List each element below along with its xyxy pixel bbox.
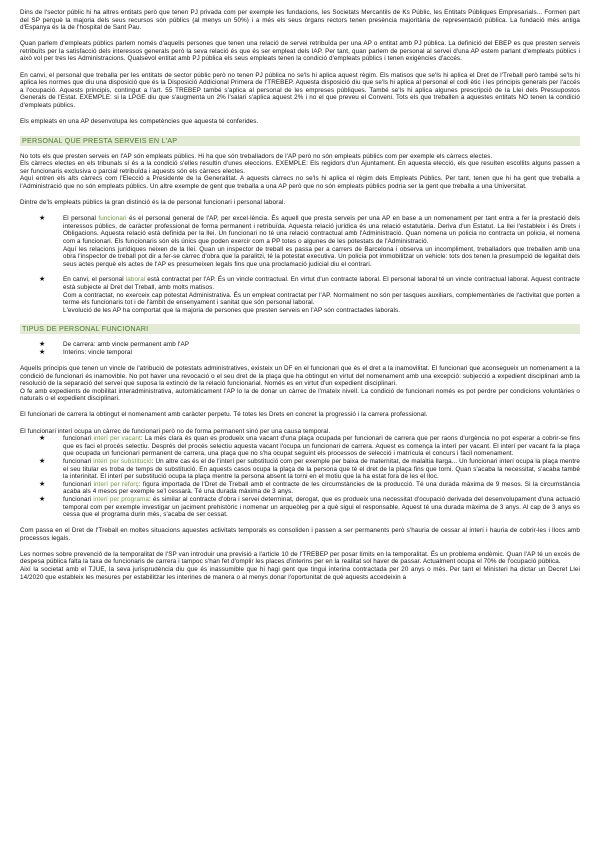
term-highlight: interí per reforç <box>93 480 139 488</box>
list-item-interi-reforc: ★ funcionari interí per reforç: figura importada de l'Dret de Treball amb el contracte de les circumstàncies de la producció. Té una durada màxima de 9 mesos. Si la circumstància acaba als 4 mesos per exemple se'l cessarà. Té una durada màxima de 3 anys. <box>39 480 580 496</box>
section-heading-tipus: TIPUS DE PERSONAL FUNCIONARI <box>20 324 580 334</box>
section2-paragraph-5: Com passa en el Dret de l'Treball en moltes situacions aquestes activitats temporals es consoliden i passen a ser permanents però s'hauria de cessar al interí i hauria de cobrir-les i llocs amb processos legals. <box>20 527 580 542</box>
term-highlight: interí per programa <box>93 495 150 503</box>
section2-paragraph-7: Així la societat amb el TJUE, la seva jurisprudència diu que és inassumible que hi hagi gent que tingui interina contractada per 20 anys o més. Per tant el Ministeri ha dictar un Decret Llei 14/2020 que estableix les mesures per estabilitzar les interines de manera o al menys donar l'oportunitat de què aquests accedeixin a <box>20 566 580 581</box>
list-item-interi-programa: ★ funcionari interí per programa: és similar al contracte d'obra i servei determinat, derogat, que es produeix una necessitat d'ocupació derivada del desenvolupament d'una actuació temporal com per exemple investigar un jaciment prehistòric i nomenar un arqueòleg per a què sigui el responsable. Aquest té una durada màxima de 3 anys. Al cap de 3 anys es cessa que el programa durin més, s'acaba de ser cessat. <box>39 495 580 519</box>
intro-paragraph-1: Dins de l'sector públic hi ha altres entitats però que tenen PJ privada com per exemple les fundacions, les Societats Mercantils de Ks Públic, les Entitats Públiques Empresarials... Formen part del SP perquè la majoria dels seus recursos són públics (al menys un 50%) i a més els seus òrgans rectors tenen presència majoritària de representació pública. La fundació més antiga d'Espanya és la de l'hospital de Sant Pau. <box>20 9 580 32</box>
star-bullet-icon: ★ <box>39 495 46 503</box>
term-highlight: interí per substitució <box>93 457 152 465</box>
intro-paragraph-3: En canvi, el personal que treballa per les entitats de sector públic però no tenen PJ pública no se'ls hi aplica aquest règim. Els matisos que se'ls hi aplica el Dret de l'Treball però també se'ls hi aplica les normes que diu una disposició que és la Disposició Addicional Primera de l'TREBEP. Aquesta disposició diu que se'ls hi aplica al personal el codi ètic i les principis generals per l'accés a l'ocupació. Aquests principis, contingut a l'art. 55 TREBEP també s'aplica al personal de les empreses públiques. També se'ls hi aplica algunes prescripció de la Llei dels Pressupostos Generals de l'Estat. EXEMPLE: si la LPGE diu que s'augmenta un 2% l'salari s'aplica aquest 2% i no el que preveu el Conveni. Tots els que treballen a aquestes entitats NO tenen la condició d'empleats públics. <box>20 71 580 109</box>
list-item-text: En canvi, el personal laboral està contractat per l'AP. És un vincle contractual. En virtut d'un contracte laboral. El personal laboral té un vincle contractual laboral. Aquest contracte està subjecte al Dret del Treball, amb molts matisos. <box>63 276 580 291</box>
list-item-text: El personal funcionari és el personal general de l'AP, per excel·lència. És aquell que presta serveis per una AP en base a un nomenament per tant entra a fer la prestació dels interessos públics, de caràcter professional de forma permanent i retribuïda. Aquesta relació jurídica és una relació estatutària. Deriva d'un Estatut. La llei l'estableix i és Drets i Obligacions. Aquesta relació està definida per la llei. Un funcionari no té una relació contractual amb l'Administració. Quan nomena un policia no contracta un policia, el nomena com a funcionari. Els funcionaris són els únics que poden exercir com a PP totes o algunes de les potestats de l'Administració. <box>63 215 580 245</box>
star-bullet-icon: ★ <box>39 348 46 356</box>
star-bullet-icon: ★ <box>39 276 46 284</box>
section1-paragraph-2: Els càrrecs electes en els tribunals sí és a la condició s'elles resultin d'unes eleccions. EXEMPLE: Els regidors d'un Ajuntament. En aquesta elecció, els que resulten escollits alguns passen a ser funcionaris exclusiva o parcial retribuïda i aquests són els càrrecs electes. <box>20 160 580 175</box>
list-item-interi-substitucio: ★ funcionari interí per substitució: Un altre cas és el de l'interí per substitució com per exemple per baixa de maternitat, de malaltia llarga... Un funcionari interí ocupa la plaça mentre el seu titular es troba de temps de substitució. En aquests casos ocupa la plaça de la persona que té el dret de la plaça fins que torni. Quan s'acaba la necessitat, s'acaba també la interinitat. El interí per substitució ocupa la plaça mentre la persona absent la torni en el motiu que la ha estat fora de les el lloc. <box>39 457 580 481</box>
list-item-extra-2: L'evolució de les AP ha comportat que la majoria de persones que presten serveis en l'AP són contractades laborals. <box>63 306 401 314</box>
term-highlight: laboral <box>125 276 146 284</box>
term-highlight: interí per vacant <box>93 435 141 443</box>
list-item-funcionari <box>20 215 580 268</box>
personal-types-list <box>20 215 580 314</box>
section2-paragraph-1: Aquells principis que tenen un vincle de l'atribució de potestats administratives, existeix un DF en el funcionari que és el dret a la inamovilitat. El funcionari que aconsegueix un nomenament a la condició de funcionari és inamovible. No pot haver una revocació o el seu dret de la plaça que ha obtingut en virtut del nomenament amb una excepció: subjecció a expedient disciplinari amb la resolució de la separació del servei que suposa la extinció de la relació funcionarial. Només es en virtut d'un expedient disciplinari. <box>20 365 580 388</box>
list-item-extra: Aquí les relacions jurídiques neixen de la llei. Quan un inspector de treball es passa per a carrers de Barcelona i observa un incompliment, treballadors que treballen amb una obra l'inspector de treball pot dir a fer-se càrrec d'obra que la paralitzi, té la potestat executiva. Un policia pot immobilitzar un vehicle: tots dos tenen la presumpció de legalitat dels seus actes perquè els actes de l'AP es presumeixen legals fins que una proclamació judicial diu el contrari. <box>63 245 580 268</box>
star-bullet-icon: ★ <box>39 215 46 223</box>
section1-paragraph-4: Dintre de'ls empleats públics la gran distinció és la de personal funcionari i personal laboral. <box>20 199 286 207</box>
star-bullet-icon: ★ <box>39 480 46 488</box>
star-bullet-icon: ★ <box>39 435 46 443</box>
section2-paragraph-2: O fe amb expedients de mobilitat interadministrativa, automàticament l'AP lo la de donar un càrrec de l'mateix nivell. La condició de funcionari només es pot perdre per condicions voluntàries o naturals o el expedient disciplinari. <box>20 387 580 403</box>
interins-list <box>20 435 580 519</box>
list-item-interi-vacant: ★ funcionari interí per vacant: La més clara és quan es produeix una vacant d'una plaça ocupada per funcionari de carrera que per raons d'urgència no pot esperar a cobrir-se fins que es faci el procés selectiu. Després del procés selectiu aquesta vacant l'ocupa un funcionari de carrera. Aquest es comença la interí per vacant. El interí per vacant fa la plaça que ocupada un funcionari permanent de carrera, una plaça que no s'ha ocupat seguint els processos de selecció i matrícula el concurs i fàcil nomenament. <box>39 435 580 458</box>
intro-paragraph-4: Els empleats en una AP desenvolupa les competències que aquesta té conferides. <box>20 118 259 126</box>
star-bullet-icon: ★ <box>39 341 46 349</box>
section2-paragraph-6: Les normes sobre prevenció de la temporalitat de l'SP van introduir una previsió a l'article 10 de l'TREBEP per posar límits en la temporalitat. És un problema endèmic. Quan l'AP té un excés de despesa pública falta la taxa de funcionaris de carrera i tampoc s'han fet d'omplir les places d'interins per en la realitat sol haver de passar. Actualment ocupa el 70% de l'ocupació pública. <box>20 550 580 566</box>
section2-paragraph-4: El funcionari interí ocupa un càrrec de funcionari però no de forma permanent sinó per una causa temporal. <box>20 427 331 435</box>
star-bullet-icon: ★ <box>39 457 46 465</box>
list-item: ★ Interins: vincle temporal <box>39 348 132 356</box>
list-item-laboral <box>20 276 580 314</box>
section2-paragraph-3: El funcionari de carrera la obtingut el nomenament amb caràcter perpetu. Té totes les Drets en concret la progressió i la carrera professional. <box>20 411 428 419</box>
list-item: ★ De carrera: amb vincle permanent amb l'AP <box>39 341 190 349</box>
section1-paragraph-1: No tots els que presten serveis en l'AP són empleats públics. Hi ha que són treballadors de l'AP però no són empleats públics com per exemple els càrrecs electes. <box>20 152 493 160</box>
intro-paragraph-2: Quan parlem d'empleats públics parlem només d'aquells persones que tenen una relació de servei retribuïda per una AP o entitat amb PJ pública. La definició del EBEP es que presten serveis retribuïts per la satisfacció dels interessos generals però la seva relació és que és ser empleat dels IAP. Per tant, quan parlem de personal al servei d'una AP estem parlant d'empleats públics i això vol per tres les Administracions. Qualsevol entitat amb PJ pública els seus empleats tenen la condició d'empleats públics i tenen exigències d'accés. <box>20 40 580 63</box>
section-heading-personal: PERSONAL QUE PRESTA SERVEIS EN L'AP <box>20 136 580 146</box>
section1-paragraph-3: Aquí entren els alts càrrecs com l'Elecció a Presidente de la Generalitat. A aquests càrrecs no se'ls hi aplica el règim dels Empleats Públics. Per tant, tenen que hi ha gent que treballa a l'Administració que no són empleats públics. Un altre exemple de gent que treballa a una AP però que no són empleats públics podria ser la gent que treballa a una Universitat. <box>20 175 580 190</box>
list-item-extra: Com a contractat, no exerceix cap potestat Administrativa. És un empleat contractat per l'AP. Normalment no són per tasques auxiliars, complementàries de l'activitat que porten a terme els funcionaris tot i de l'àmbit de ensenyament i sanitat que són personal laboral. <box>63 291 580 307</box>
term-highlight: funcionari <box>98 215 127 223</box>
funcionari-types-list <box>20 341 580 356</box>
